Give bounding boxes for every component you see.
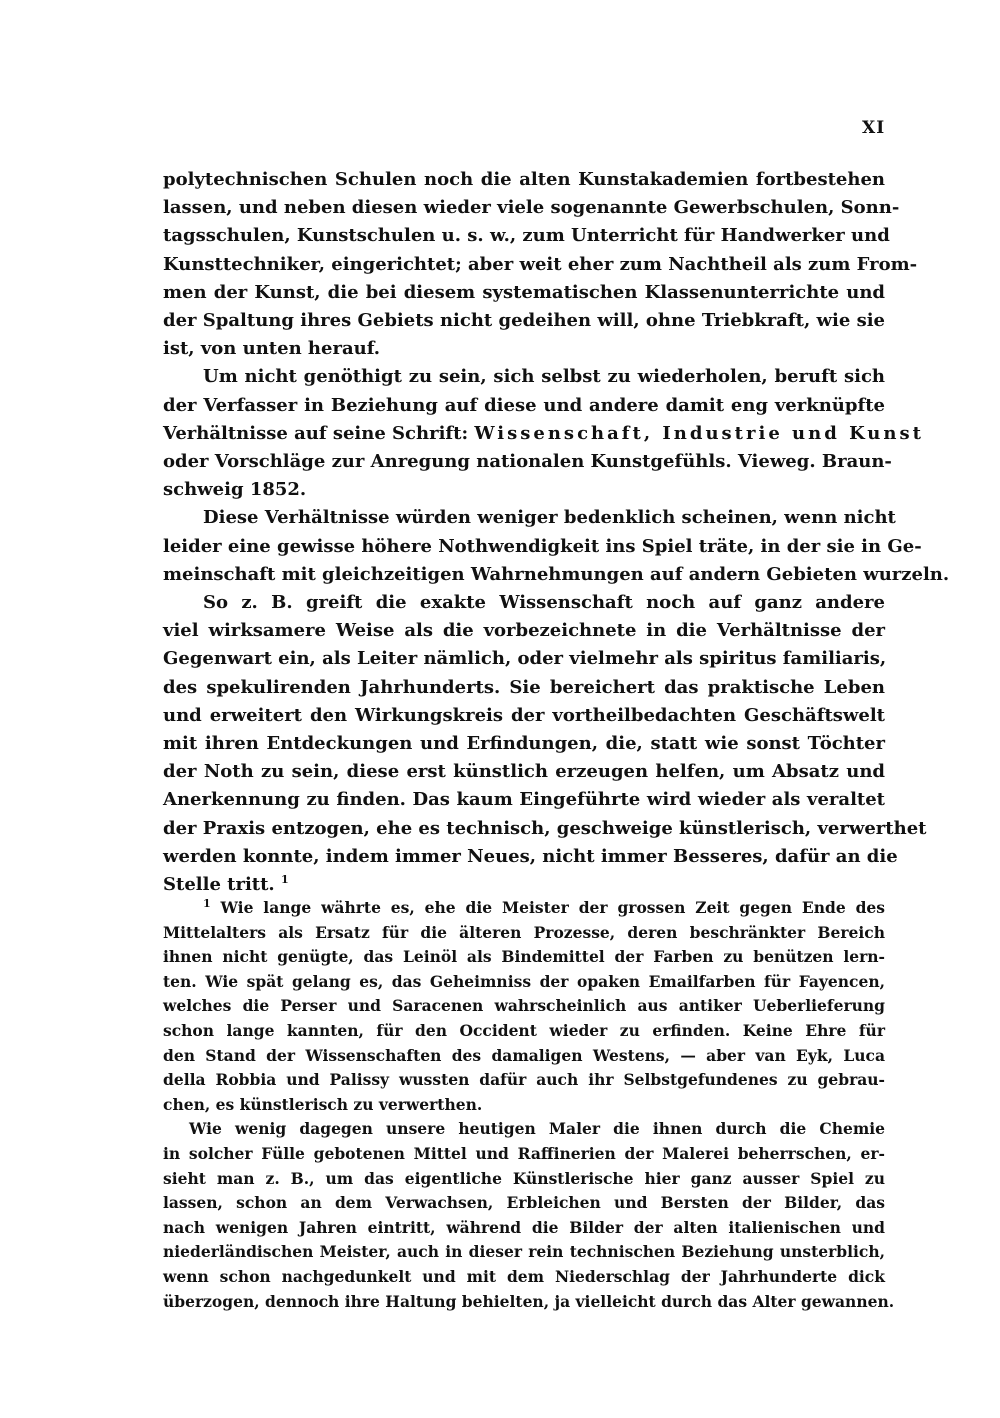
text-line: niederländischen Meister, auch in dieser rein technischen Beziehung unsterblich, [163, 1242, 885, 1262]
footnote-2 [163, 1117, 895, 1314]
text-line: tagsschulen, Kunstschulen u. s. w., zum Unterricht für Handwerker und [163, 225, 890, 247]
text-line: viel wirksamere Weise als die vorbezeichnete in die Verhältnisse der [163, 620, 885, 642]
text-line: der Verfasser in Beziehung auf diese und andere damit eng verknüpfte [163, 394, 885, 416]
text-line: Diese Verhältnisse würden weniger bedenklich scheinen, wenn nicht [203, 507, 896, 529]
text-segment: Stelle tritt. [163, 874, 275, 896]
text-line: mit ihren Entdeckungen und Erfindungen, die, statt wie sonst Töchter [163, 733, 885, 755]
text-line: polytechnischen Schulen noch die alten Kunstakademien fortbestehen [163, 169, 885, 190]
text-line: sieht man z. B., um das eigentliche Künstlerische hier ganz ausser Spiel zu [163, 1168, 885, 1188]
text-line: Gegenwart ein, als Leiter nämlich, oder vielmehr als spiritus familiaris, [163, 648, 887, 670]
text-line: ten. Wie spät gelang es, das Geheimniss der opaken Emailfarben für Fayencen, [163, 971, 885, 991]
text-line: Anerkennung zu finden. Das kaum Eingeführte wird wieder als veraltet [163, 789, 885, 811]
text-segment: Wie lange währte es, ehe die Meister der grossen Zeit gegen Ende des [220, 898, 885, 917]
text-line: meinschaft mit gleichzeitigen Wahrnehmungen auf andern Gebieten wurzeln. [163, 563, 950, 585]
text-line: den Stand der Wissenschaften des damaligen Westens, — aber van Eyk, Luca [163, 1045, 885, 1065]
page-number: XI [862, 118, 886, 138]
text-line [163, 420, 924, 448]
footnote-1 [163, 896, 885, 1117]
text-line: schweig 1852. [163, 479, 307, 501]
text-line: werden konnte, indem immer Neues, nicht immer Besseres, dafür an die [163, 845, 898, 867]
text-line: della Robbia und Palissy wussten dafür auch ihr Selbstgefundenes zu gebrau- [163, 1070, 885, 1090]
text-line: ihnen nicht genügte, das Leinöl als Bindemittel der Farben zu benützen lern- [163, 947, 885, 967]
text-line: lassen, schon an dem Verwachsen, Erbleichen und Bersten der Bilder, das [163, 1193, 885, 1213]
text-line: wenn schon nachgedunkelt und mit dem Niederschlag der Jahrhunderte dick [163, 1266, 885, 1286]
text-line: schon lange kannten, für den Occident wieder zu erfinden. Keine Ehre für [163, 1020, 885, 1040]
text-line: lassen, und neben diesen wieder viele sogenannte Gewerbschulen, Sonn- [163, 197, 900, 219]
text-line: überzogen, dennoch ihre Haltung behielten, ja vielleicht durch das Alter gewannen. [163, 1291, 895, 1311]
text-line: So z. B. greift die exakte Wissenschaft noch auf ganz andere [203, 592, 885, 614]
text-line: Kunsttechniker, eingerichtet; aber weit eher zum Nachtheil als zum From- [163, 253, 918, 275]
text-line: in solcher Fülle gebotenen Mittel und Raffinerien der Malerei beherrschen, er- [163, 1143, 885, 1163]
text-line [163, 896, 885, 921]
text-line: und erweitert den Wirkungskreis der vortheilbedachten Geschäftswelt [163, 704, 885, 726]
text-line: der Noth zu sein, diese erst künstlich erzeugen helfen, um Absatz und [163, 761, 885, 783]
text-line: men der Kunst, die bei diesem systematischen Klassenunterrichte und [163, 281, 885, 303]
text-line: Mittelalters als Ersatz für die älteren Prozesse, deren beschränkter Bereich [163, 922, 885, 942]
text-line: welches die Perser und Saracenen wahrscheinlich aus antiker Ueberlieferung [163, 996, 885, 1016]
text-line: leider eine gewisse höhere Nothwendigkeit ins Spiel träte, in der sie in Ge- [163, 535, 922, 557]
text-line: chen, es künstlerisch zu verwerthen. [163, 1094, 483, 1114]
text-line: ist, von unten herauf. [163, 338, 381, 360]
footnote-marker: 1 [280, 873, 289, 887]
footnotes [163, 896, 895, 1314]
text-line: Um nicht genöthigt zu sein, sich selbst zu wiederholen, beruft sich [203, 366, 885, 388]
paragraph-2 [163, 363, 924, 504]
text-line: der Spaltung ihres Gebiets nicht gedeihen will, ohne Triebkraft, wie sie [163, 310, 885, 332]
paragraph-4 [163, 589, 927, 899]
text-line: des spekulirenden Jahrhunderts. Sie bereichert das praktische Leben [163, 676, 885, 698]
text-line: oder Vorschläge zur Anregung nationalen Kunstgefühls. Vieweg. Braun- [163, 451, 892, 473]
paragraph-1 [163, 166, 918, 363]
text-segment: Verhältnisse auf seine Schrift: [163, 422, 475, 444]
footnote-marker: 1 [203, 896, 211, 910]
text-line: Wie wenig dagegen unsere heutigen Maler die ihnen durch die Chemie [189, 1119, 885, 1139]
main-text [163, 166, 950, 899]
text-line: der Praxis entzogen, ehe es technisch, geschweige künstlerisch, verwerthet [163, 817, 927, 839]
book-title: Wissenschaft, Industrie und Kunst [474, 422, 924, 444]
paragraph-3 [163, 504, 950, 589]
text-line: nach wenigen Jahren eintritt, während die Bilder der alten italienischen und [163, 1217, 885, 1237]
